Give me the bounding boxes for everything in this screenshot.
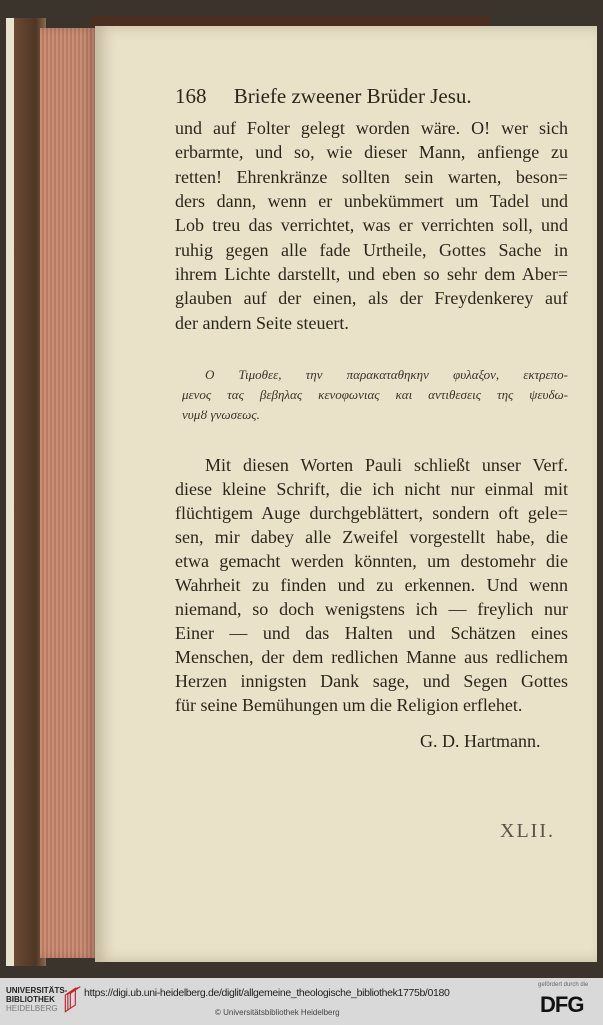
permalink-url[interactable]: https://digi.ub.uni-heidelberg.de/diglit/allgemeine_theologische_bibliothek1775b/0180 [84, 987, 450, 999]
text-line: Lob treu das verrichtet, was er verrichten soll, und [175, 215, 568, 235]
library-logo-icon [62, 984, 82, 1016]
text-line: flüchtigem Auge durchgeblättert, sondern oft gele= [175, 503, 568, 523]
dfg-logo: DFG [540, 992, 584, 1017]
library-name-line: BIBLIOTHEK [6, 995, 55, 1004]
book-top-edge [90, 16, 490, 26]
funding-label: gefördert durch die [538, 982, 589, 988]
page-block-edge [40, 28, 95, 958]
page-number: 168 [175, 84, 207, 108]
text-line: etwa gemacht werden könnten, um destomehr die [175, 551, 568, 571]
text-line: diese kleine Schrift, die ich nicht nur einmal mit [175, 479, 568, 499]
text-line: ihrem Lichte darstellt, und eben so sehr dem Aber= [175, 264, 568, 284]
text-line: Mit diesen Worten Pauli schließt unser Verf. [205, 455, 568, 475]
text-line: glauben auf der einen, als der Freydenkerey auf [175, 288, 568, 308]
library-name-line: HEIDELBERG [6, 1004, 58, 1013]
text-line: ruhig gegen alle fade Urtheile, Gottes Sache in [175, 240, 568, 260]
greek-line: Ο Τιμοθεε, την παρακαταθηκην φυλαξον, εκτρεπο- [205, 367, 568, 382]
text-line: Wahrheit zu finden und zu erkennen. Und wenn [175, 575, 568, 595]
text-line: für seine Bemühungen um die Religion erflehet. [175, 695, 523, 715]
text-line: und auf Folter gelegt worden wäre. O! wer sich [175, 118, 568, 138]
viewer-footer [0, 978, 603, 1025]
text-line: retten! Ehrenkränze sollten sein warten, beson= [175, 167, 568, 187]
catchword: XLII. [500, 820, 555, 842]
text-line: Einer — und das Halten und Schätzen eines [175, 623, 568, 643]
running-title: Briefe zweener Brüder Jesu. [233, 84, 472, 108]
text-line: niemand, so doch wenigstens ich — freylich nur [175, 599, 568, 619]
text-line: sen, mir dabey alle Zweifel vorgestellt habe, die [175, 527, 568, 547]
page-header [175, 84, 472, 109]
library-name-line: UNIVERSITÄTS- [6, 986, 68, 995]
signature: G. D. Hartmann. [420, 731, 541, 751]
greek-line: νυμȣ γνωσεως. [182, 407, 260, 422]
library-logo-text [6, 986, 67, 1013]
text-line: der andern Seite steuert. [175, 313, 349, 333]
greek-line: μενος τας βεβηλας κενοφωνιας και αντιθεσεις της ψευδω- [182, 387, 568, 402]
text-line: ders dann, wenn er unbekümmert um Tadel und [175, 191, 568, 211]
text-line: Herzen innigsten Dank sage, und Segen Gottes [175, 671, 568, 691]
text-line: Menschen, der dem redlichen Manne aus redlichem [175, 647, 568, 667]
copyright-notice: © Universitätsbibliothek Heidelberg [215, 1008, 340, 1017]
text-line: erbarmte, und so, wie dieser Mann, anfienge zu [175, 142, 568, 162]
